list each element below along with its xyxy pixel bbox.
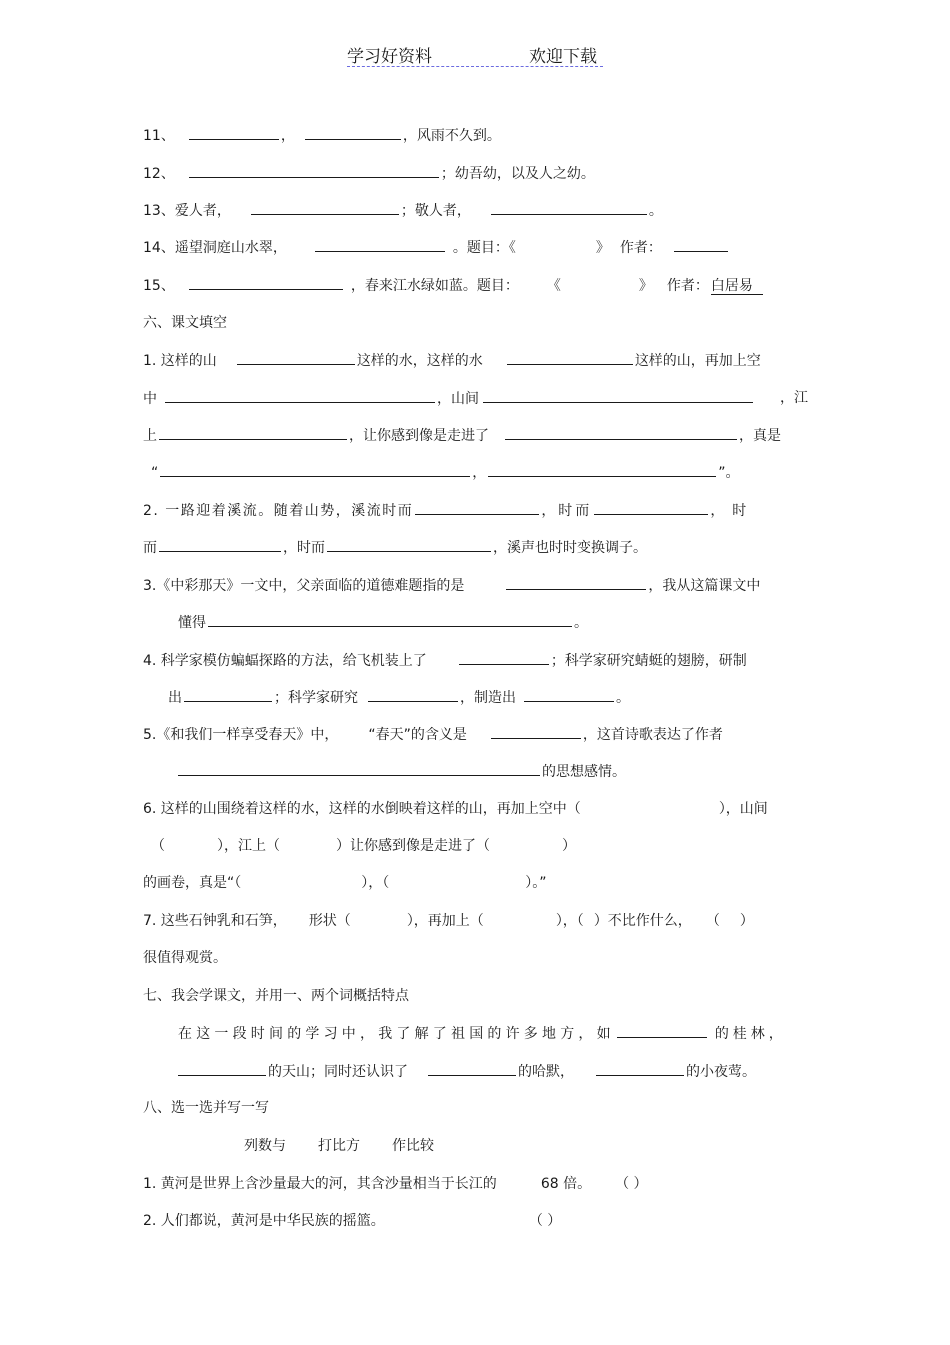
section-8-title: 八、选一选并写一写 xyxy=(143,1100,269,1116)
s6-item-3-line-2: 懂得 。 xyxy=(178,611,808,633)
blank[interactable] xyxy=(674,236,728,252)
blank[interactable] xyxy=(491,199,647,215)
blank[interactable] xyxy=(368,686,458,702)
blank[interactable] xyxy=(428,1060,516,1076)
blank[interactable] xyxy=(415,499,539,515)
s6-item-1-line-3: 上 ，让你感到像是走进了 ，真是 xyxy=(143,424,808,446)
blank[interactable] xyxy=(251,199,399,215)
author-name: 白居易 xyxy=(711,278,763,295)
question-14: 14、遥望洞庭山水翠， 。题目：《 》 作者： xyxy=(143,236,808,258)
answer-parens[interactable]: （ ） xyxy=(615,1176,648,1192)
s6-item-6-line-1: 6. 这样的山围绕着这样的水，这样的水倒映着这样的山，再加上空中（ ），山间 xyxy=(143,801,768,817)
blank[interactable] xyxy=(327,536,491,552)
option-2: 打比方 xyxy=(318,1138,360,1154)
s6-item-2-line-2: 而 ，时而 ，溪声也时时变换调子。 xyxy=(143,536,808,558)
question-12: 12、 ；幼吾幼，以及人之幼。 xyxy=(143,162,808,184)
s6-item-4-line-1: 4. 科学家模仿蝙蝠探路的方法，给飞机装上了 ；科学家研究蜻蜓的翅膀，研制 xyxy=(143,649,808,671)
blank[interactable] xyxy=(488,461,716,477)
blank[interactable] xyxy=(178,760,540,776)
s8-question-2: 2. 人们都说，黄河是中华民族的摇篮。 （ ） xyxy=(143,1213,562,1229)
blank[interactable] xyxy=(160,461,470,477)
header-right-text: 欢迎下载 xyxy=(529,47,597,67)
s8-options xyxy=(244,1135,808,1157)
section-7-title: 七、我会学课文，并用一、两个词概括特点 xyxy=(143,988,409,1004)
blank[interactable] xyxy=(165,387,435,403)
blank[interactable] xyxy=(159,536,281,552)
s6-item-6-line-3: 的画卷，真是“（ ），（ ）。” xyxy=(143,875,547,891)
s6-item-5-line-1: 5.《和我们一样享受春天》中， “春天”的含义是 ，这首诗歌表达了作者 xyxy=(143,723,808,745)
question-number: 11、 xyxy=(143,128,175,144)
blank[interactable] xyxy=(315,236,445,252)
question-13: 13、爱人者， ；敬人者， 。 xyxy=(143,199,808,221)
blank[interactable] xyxy=(305,124,401,140)
blank[interactable] xyxy=(459,649,549,665)
blank[interactable] xyxy=(617,1022,707,1038)
option-1: 列数与 xyxy=(244,1138,286,1154)
blank[interactable] xyxy=(505,424,737,440)
page-header xyxy=(347,42,603,67)
s8-question-1: 1. 黄河是世界上含沙量最大的河，其含沙量相当于长江的 68 倍。 （ ） xyxy=(143,1176,648,1192)
blank[interactable] xyxy=(208,611,572,627)
blank[interactable] xyxy=(524,686,614,702)
blank[interactable] xyxy=(507,349,633,365)
s6-item-1-line-1: 1. 这样的山 这样的水，这样的水 这样的山，再加上空 xyxy=(143,349,808,371)
question-number: 12、 xyxy=(143,166,175,182)
section-6-title: 六、课文填空 xyxy=(143,315,227,331)
blank[interactable] xyxy=(189,162,439,178)
question-11: 11、 ， ，风雨不久到。 xyxy=(143,124,808,146)
s6-item-2-line-1: 2. 一路迎着溪流。随着山势，溪流时而 ，时而 ，时 xyxy=(143,499,808,521)
blank[interactable] xyxy=(506,574,646,590)
s6-item-7-line-1: 7. 这些石钟乳和石笋， 形状（ ），再加上（ ），（ ）不比作什么， （ ） xyxy=(143,913,754,929)
s7-line-2: 的天山；同时还认识了 的哈默， 的小夜莺。 xyxy=(178,1060,808,1082)
s6-item-3-line-1: 3.《中彩那天》一文中，父亲面临的道德难题指的是 ，我从这篇课文中 xyxy=(143,574,808,596)
blank[interactable] xyxy=(159,424,347,440)
blank[interactable] xyxy=(491,723,581,739)
blank[interactable] xyxy=(184,686,272,702)
s7-line-1: 在这一段时间的学习中，我了解了祖国的许多地方，如 的桂林， xyxy=(178,1022,808,1044)
blank[interactable] xyxy=(189,124,279,140)
blank[interactable] xyxy=(596,1060,684,1076)
question-15: 15、 ，春来江水绿如蓝。题目： 《 》 作者： 白居易 xyxy=(143,274,808,296)
s6-item-5-line-2: 的思想感情。 xyxy=(178,760,808,782)
blank[interactable] xyxy=(594,499,708,515)
blank[interactable] xyxy=(483,387,753,403)
blank[interactable] xyxy=(237,349,355,365)
blank[interactable] xyxy=(178,1060,266,1076)
s6-item-7-line-2: 很值得观赏。 xyxy=(143,950,227,966)
s6-item-1-line-4: “ ， ”。 xyxy=(143,461,808,483)
s6-item-1-line-2: 中 ，山间 ，江 xyxy=(143,387,808,409)
s6-item-4-line-2: 出 ；科学家研究 ，制造出 。 xyxy=(168,686,808,708)
option-3: 作比较 xyxy=(392,1138,434,1154)
s6-item-6-line-2: （ ），江上（ ）让你感到像是走进了（ ） xyxy=(151,838,576,854)
header-left-text: 学习好资料 xyxy=(347,47,432,67)
answer-parens[interactable]: （ ） xyxy=(528,1213,562,1229)
blank[interactable] xyxy=(189,274,343,290)
